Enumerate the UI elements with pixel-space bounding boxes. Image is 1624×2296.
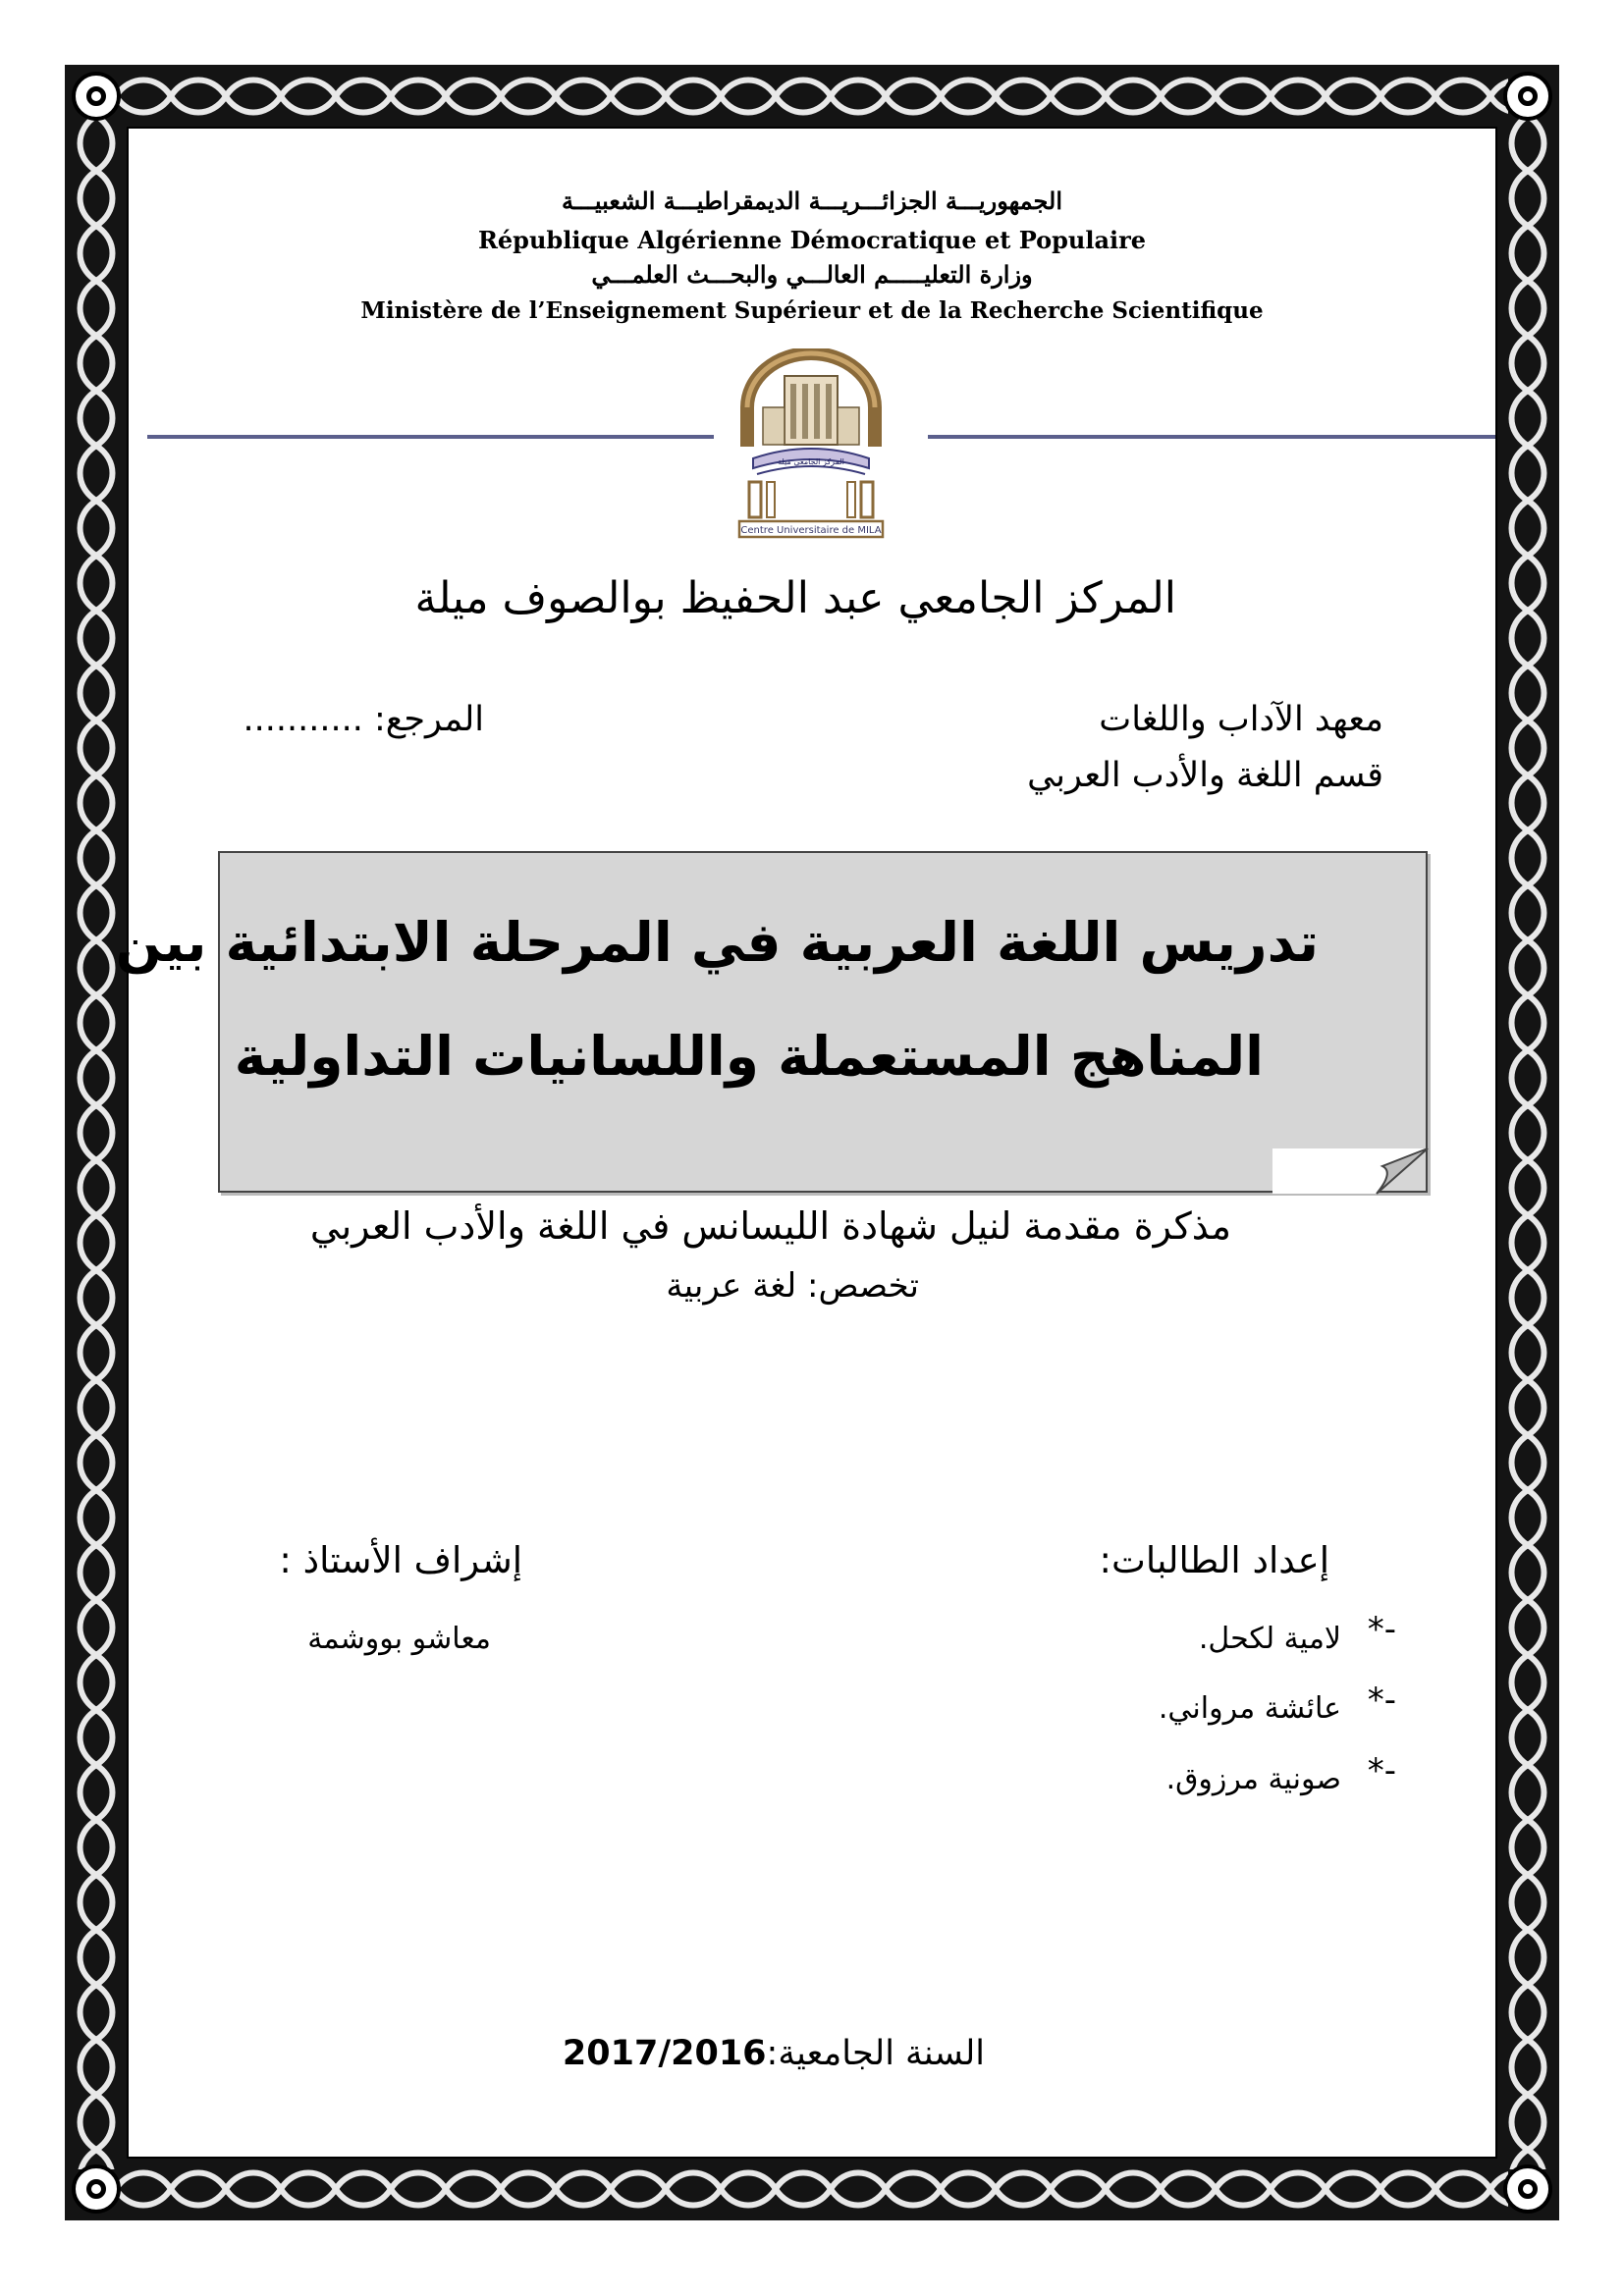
institute-name: معهد الآداب واللغات [1099, 700, 1383, 739]
page-curl-decoration [1271, 1147, 1430, 1196]
border-pattern-bottom [116, 2163, 1508, 2215]
students-heading: إعداد الطالبات: [1099, 1539, 1329, 1581]
border-pattern-left [71, 116, 122, 2169]
corner-ornament-top-left [72, 72, 121, 121]
thesis-title-line-2: المناهج المستعملة واللسانيات التداولية [234, 1025, 1264, 1088]
institution-name: المركز الجامعي عبد الحفيظ بوالصوف ميلة [414, 573, 1176, 623]
supervisor-name: معاشو بووشمة [307, 1622, 491, 1656]
thesis-title-line-1: تدريس اللغة العربية في المرحلة الابتدائية بين [115, 911, 1319, 974]
republic-french: République Algérienne Démocratique et Populaire [477, 226, 1147, 254]
student-bullet: *- [1367, 1610, 1396, 1649]
academic-year [563, 2034, 985, 2073]
department-name: قسم اللغة والأدب العربي [1027, 756, 1383, 795]
corner-ornament-bottom-left [72, 2164, 121, 2214]
student-name: عائشة مرواني. [1158, 1691, 1341, 1726]
ministry-french: Ministère de l’Enseignement Supérieur et de la Recherche Scientifique [360, 297, 1264, 324]
student-bullet: *- [1367, 1681, 1396, 1720]
republic-arabic: الجمهوريـــة الجزائـــريـــة الديمقراطيـــة الشعبيـــة [561, 187, 1063, 215]
university-logo [733, 348, 889, 540]
ministry-arabic: وزارة التعليـــــم العالـــي والبحـــث العلمـــي [591, 260, 1033, 289]
reference-field: المرجع: ........... [243, 700, 484, 739]
academic-year-value: 2017/2016 [562, 2034, 767, 2073]
header-rule-right [928, 435, 1495, 439]
corner-ornament-bottom-right [1503, 2164, 1552, 2214]
logo-banner-text: المركز الجامعي ميلة [778, 457, 844, 466]
header-rule-left [147, 435, 714, 439]
academic-year-label: السنة الجامعية: [766, 2034, 985, 2073]
student-name: صونية مرزوق. [1165, 1762, 1341, 1796]
student-bullet: *- [1367, 1751, 1396, 1790]
thesis-specialty: تخصص: لغة عربية [666, 1266, 919, 1306]
border-pattern-top [116, 71, 1508, 122]
border-pattern-right [1502, 116, 1553, 2169]
corner-ornament-top-right [1503, 72, 1552, 121]
logo-caption: Centre Universitaire de MILA [740, 525, 882, 536]
thesis-subtitle: مذكرة مقدمة لنيل شهادة الليسانس في اللغة والأدب العربي [309, 1204, 1231, 1248]
student-name: لامية لكحل. [1198, 1622, 1341, 1656]
thesis-title-box [218, 851, 1428, 1193]
supervisor-heading: إشراف الأستاذ : [279, 1539, 522, 1581]
